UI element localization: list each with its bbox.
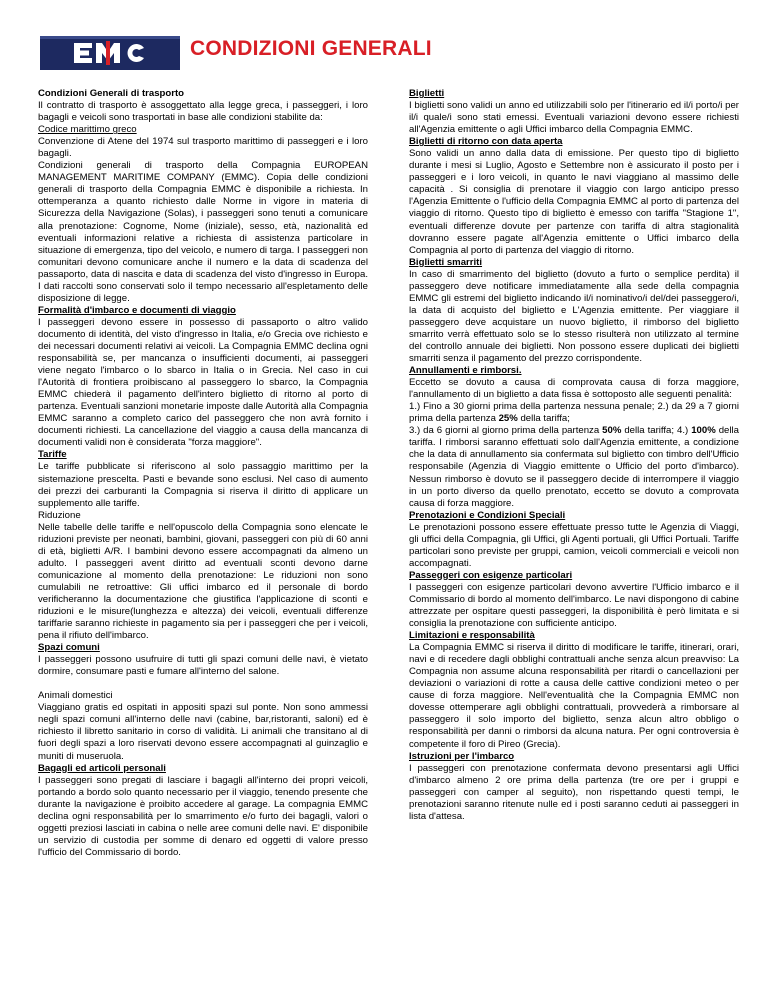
paragraph: Convenzione di Atene del 1974 sul trasporto marittimo di passeggeri e i loro bagagli. xyxy=(38,136,368,160)
paragraph: Nelle tabelle delle tariffe e nell'opuscolo della Compagnia sono elencate le riduzioni previste per neonati, bambini, giovani, passeggeri con più di 60 anni di età, biglietti A/R. I bambini devono essere accompagnati da almeno un adulto. I passeggeri avent diritto ad eventuali sconti devono darne comunicazione al momento della prenotazione: Le riduzioni non sono cumulabili ne retroattive: Gli uffici imbarco ed il personale di bordo verificheranno la documentazione che giustifica l'applicazione di sconti e riduzioni e le misure(lunghezza e altezza) dei veicoli, eventuali differenze tariffarie saranno richieste in pagamento sia per i passeggeri che per i veicoli, pena il rifiuto dell'imbarco. xyxy=(38,521,368,642)
section-title: Biglietti di ritorno con data aperta xyxy=(409,136,563,148)
penalty-percent: 100% xyxy=(691,425,716,437)
penalty-percent: 25% xyxy=(498,413,518,425)
paragraph: Condizioni generali di trasporto della Compagnia EUROPEAN MANAGEMENT MARITIME COMPANY (EMMC). Copia delle condizioni generali di trasporto della Compagnia EMMC è disponibile a richiesta. In ottemperanza a quanto richiesto dalle Norme in vigore in materia di Sicurezza della Navigazione (Solas), i passeggeri sono tenuti a comunicare alla prenotazione: Cognome, Nome (iniziale), sesso, età, nazionalità ed eventuali informazioni relative a richiesta di assistenza particolare in situazione di emergenza, tipo del veicolo, e numero di targa. I passeggeri non comunitari devono comunicare anche il numero e la data di scadenza del passaporto, data di nascita e data di scadenza del visto d'ingresso in Europa. I dati raccolti sono conservati solo il tempo necessario all'espletamento delle disposizione di legge. xyxy=(38,160,368,304)
penalty-percent: 50% xyxy=(602,425,622,437)
text: della tariffa; xyxy=(517,413,570,425)
section-subtitle: Codice marittimo greco xyxy=(38,124,137,136)
paragraph: I passeggeri con esigenze particolari devono avvertire l'Ufficio imbarco e il Commissario di bordo al momento dell'imbarco. Le navi dispongono di cabine attrezzate per ospitare questi passeggeri, la disponibilità è però limitata e si consiglia la prenotazione con sufficiente anticipo. xyxy=(409,581,739,630)
paragraph: I passeggeri devono essere in possesso di passaporto o altro valido documento di identità, del visto d'ingresso in Italia, e/o Grecia ove richiesto e dei necessari documenti relativi ai veicoli. La Compagnia EMMC declina ogni responsabilità se, per mancanza o insufficienti documenti, ai passeggeri viene negato l'imbarco o lo sbarco in Italia o in Grecia. Nel caso in cui l'Autorità di frontiera proibiscano al passeggero lo sbarco, la Compagnia EMMC chiederà il pagamento dell'intero biglietto di ritorno al porto di partenza. Eventuali sanzioni monetarie imposte dalle Autorità alla Compagnia EMMC saranno a completo carico del passeggero che non avrà fornito i documenti richiesti. La cancellazione del viaggio a causa della mancanza di documenti validi non è considerata "forza maggiore". xyxy=(38,316,368,449)
paragraph: I passeggeri sono pregati di lasciare i bagagli all'interno dei propri veicoli, portando a bordo solo quanto necessario per il viaggio, tenendo presente che durante la navigazione è proibito accedere al garage. La compagnia EMMC declina ogni responsabilità per lo smarrimento e/o furto dei bagagli, valori o oggetti preziosi lasciati in cabina o nelle aree comuni delle navi. E' disponibile un servizio di custodia per somme di denaro ed oggetti di valore presso l'ufficio del Commissario di bordo. xyxy=(38,774,368,858)
section-title: Biglietti xyxy=(409,88,445,99)
section-title: Tariffe xyxy=(38,449,67,461)
paragraph: I passeggeri possono usufruire di tutti gli spazi comuni delle navi, è vietato dormire, consumare pasti e fumare all'interno del salone. xyxy=(38,654,368,678)
paragraph: Le prenotazioni possono essere effettuate presso tutte le Agenzia di Viaggi, gli uffici della Compagnia, gli Uffici, gli Agenti portuali, gli Uffici Portuali. Tariffe particolari sono previste per gruppi, camion, veicoli commerciali e veicoli non accompagnati. xyxy=(409,521,739,569)
text: 3.) da 6 giorni al giorno prima della partenza xyxy=(409,425,603,437)
section-title: Spazi comuni xyxy=(38,642,100,654)
section-title: Bagagli ed articoli personali xyxy=(38,762,166,774)
paragraph: In caso di smarrimento del biglietto (dovuto a furto o semplice perdita) il passeggero deve notificare immediatamente alla sede della compagnia EMMC gli estremi del biglietto indicando il/i nominativo/i del/dei passeggero/i, la data di acquisto del biglietto e L'Agenzia emittente. Per viaggiare il passeggero deve acquistare un nuovo biglietto, il rimborso del biglietto smarrito verrà effettuato solo se lo stesso risulterà non utilizzato al termine del controllo annuale dei biglietti. Non possono essere duplicati dei biglietti smarriti senza il pagamento del prezzo corrispondente. xyxy=(409,268,739,365)
section-title: Passeggeri con esigenze particolari xyxy=(409,569,573,581)
paragraph: La Compagnia EMMC si riserva il diritto di modificare le tariffe, itinerari, orari, navi e di recedere dagli obblighi contrattuali anche senza alcun preavviso: La Compagnia non assume alcuna responsabilità per ritardi o cancellazioni per deviazioni o variazioni di rotte a causa delle cattive condizioni meteo o per cause di forza maggiore. Nell'eventualità che la Compagnia EMMC non dovesse ottemperare agli obblighi contrattuali, provvederà a rimborsare al passeggero il solo importo del biglietto, senza alcun altro obbligo o responsabilità per danni o rimborsi da alcuna natura. Per ogni controversia è competente il foro di Pireo (Grecia). xyxy=(409,642,739,750)
section-title: Limitazioni e responsabilità xyxy=(409,630,535,642)
section-title: Istruzioni per l'imbarco xyxy=(409,750,515,762)
paragraph: Le tariffe pubblicate si riferiscono al solo passaggio marittimo per la sistemazione prescelta. Pasti e bevande sono esclusi. Nel caso di aumento dei prezzi dei carburanti la Compagnia si riserva il diritto di applicare un supplemento alle tariffe. xyxy=(38,461,368,509)
text: della tariffa; 4.) xyxy=(621,425,692,437)
penalty-line-1 xyxy=(409,401,739,425)
paragraph: Viaggiano gratis ed ospitati in appositi spazi sul ponte. Non sono ammessi negli spazi comuni all'interno delle navi (cabine, bar,ristoranti, saloni) ed è richiesto il libretto sanitario in corso di validità. Li animali che transitano al di fuori degli spazi a loro riservati devono essere accompagnati al guinzaglio e muniti di museruola. xyxy=(38,702,368,762)
section-title: Animali domestici xyxy=(38,690,113,702)
text: 1.) Fino a 30 giorni prima della partenza nessuna penale; 2.) da 29 a 7 giorni prima della partenza xyxy=(409,401,739,425)
section-title: Riduzione xyxy=(38,509,81,521)
section-title: Condizioni Generali di trasporto xyxy=(38,88,185,99)
paragraph: I passeggeri con prenotazione confermata devono presentarsi agli Uffici d'imbarco almeno 2 ore prima della partenza (tre ore per i gruppi e passeggeri con camper al seguito), non rispettando questi tempi, le prenotazioni saranno ritenute nulle ed i posti saranno ceduti ai passeggeri in lista d'attesa. xyxy=(409,762,739,822)
paragraph: Sono validi un anno dalla data di emissione. Per questo tipo di biglietto durante i mesi si Luglio, Agosto e Settembre non è assicurato il posto per i passeggeri e i loro veicoli, in quanto le navi viaggiano al massimo delle capacità . Si consiglia di prenotare il viaggio con largo anticipo presso l'Agenzia Emittente o l'ufficio della Compagnia EMMC al porto di partenza del viaggio di ritorno. Questo tipo di biglietto è emesso con tariffa "Stagione 1", eventuali differenze dovute per partenze con tariffa di altra stagionalità dovranno essere pagate all'Agenzia emittente o Uffici imbarco della Compagnia al porto di partenza del viaggio di ritorno. xyxy=(409,148,739,256)
header xyxy=(40,36,730,70)
spacer xyxy=(38,678,368,690)
page-title: CONDIZIONI GENERALI xyxy=(190,37,432,60)
emc-logo xyxy=(40,36,180,70)
right-column xyxy=(409,88,739,823)
paragraph: Il contratto di trasporto è assoggettato alla legge greca, i passeggeri, i loro bagagli e veicoli sono trasportati in base alle condizioni stabilite da: xyxy=(38,100,368,124)
paragraph: I biglietti sono validi un anno ed utilizzabili solo per l'itinerario ed il/i porto/i per il/i quale/i sono stati emessi. Eventuali variazioni devono essere richiesti all'Agenzia emittente o agli Uffici imbarco della Compagnia EMMC. xyxy=(409,100,739,136)
section-title: Annullamenti e rimborsi. xyxy=(409,365,522,377)
left-column xyxy=(38,88,368,859)
text: della tariffa. I rimborsi saranno effettuati solo dall'Agenzia emittente, a condizione che la data di annullamento sia confermata sul biglietto con timbro dell'Ufficio responsabile (Agenzia di Viaggio emittente o Ufficio del porto d'imbarco). Nessun rimborso è dovuto se il passeggero decide di interrompere il viaggio in un porto diverso da quello prenotato, eccetto se dovuto a comprovata causa di forza maggiore. xyxy=(409,425,739,509)
penalty-line-2 xyxy=(409,425,739,509)
section-title: Formalità d'imbarco e documenti di viaggio xyxy=(38,304,236,316)
section-title: Prenotazioni e Condizioni Speciali xyxy=(409,509,566,521)
section-title: Biglietti smarriti xyxy=(409,256,483,268)
paragraph: Eccetto se dovuto a causa di comprovata causa di forza maggiore, l'annullamento di un biglietto a data fissa è sottoposto alle seguenti penalità: xyxy=(409,377,739,401)
